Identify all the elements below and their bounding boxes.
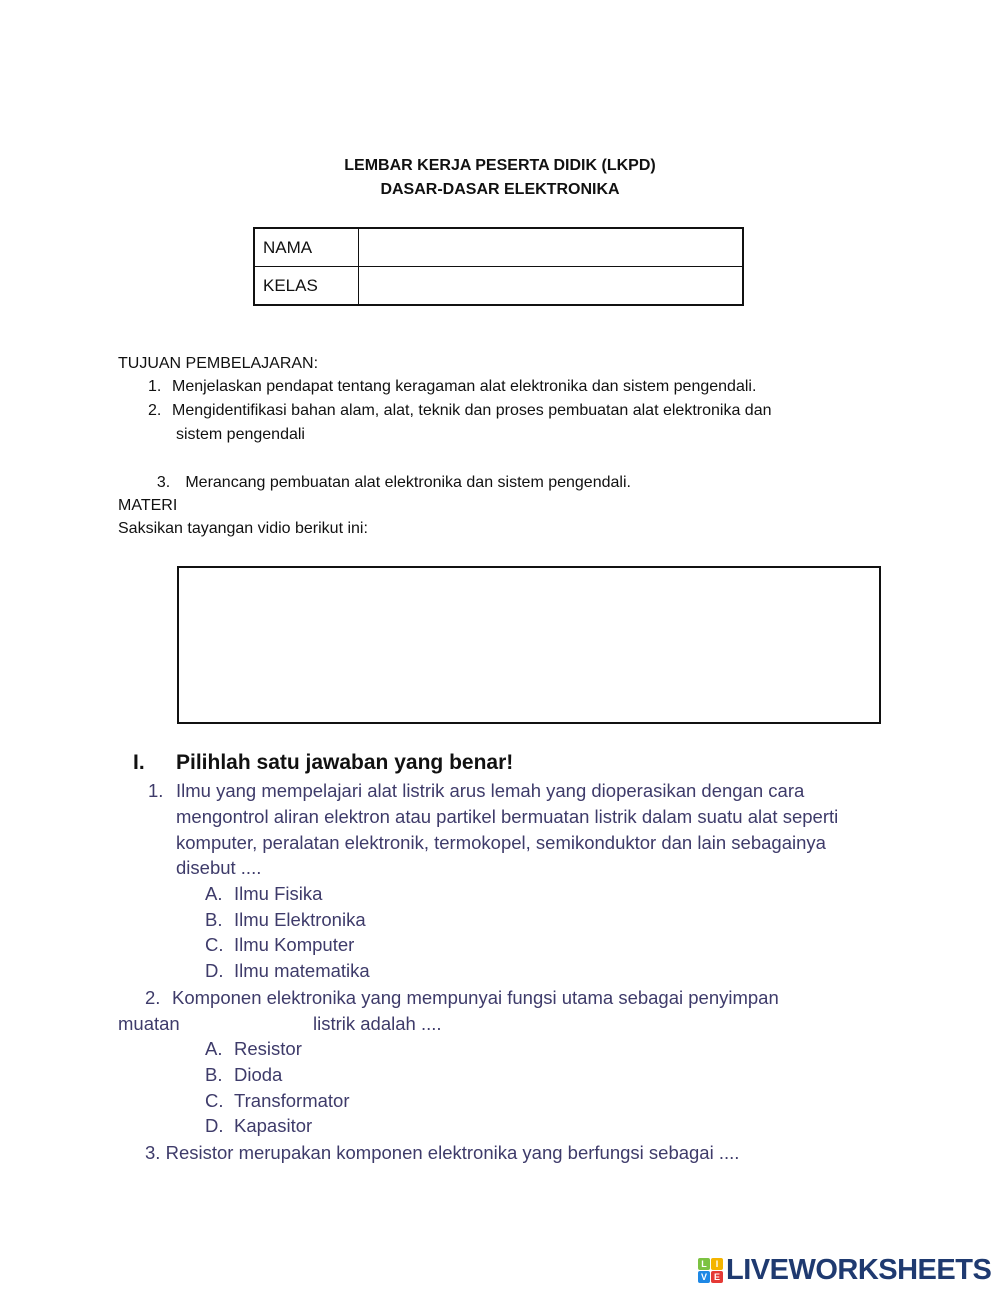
identity-row-kelas <box>254 267 743 306</box>
option-letter: B. <box>205 909 223 930</box>
option-text: Ilmu Komputer <box>234 934 355 955</box>
question-2-line1: Komponen elektronika yang mempunyai fungsi utama sebagai penyimpan <box>172 987 779 1008</box>
question-2-line2b: listrik adalah .... <box>313 1013 442 1034</box>
section-numeral: I. <box>133 751 145 774</box>
question-1-line4: disebut .... <box>176 857 262 878</box>
logo-wordmark: LIVEWORKSHEETS <box>726 1253 992 1286</box>
question-3-text: Resistor merupakan komponen elektronika yang berfungsi sebagai .... <box>165 1142 740 1163</box>
option-letter: D. <box>205 960 224 981</box>
document-title-line2: DASAR-DASAR ELEKTRONIKA <box>380 181 620 198</box>
objective-item-3 <box>148 447 631 495</box>
objective-item-2-continued: sistem pengendali <box>176 426 305 443</box>
identity-row-nama <box>254 228 743 267</box>
video-embed-box[interactable] <box>177 566 881 724</box>
logo-letter-v: V <box>698 1271 710 1283</box>
option-text: Ilmu Elektronika <box>234 909 366 930</box>
live-grid-icon <box>698 1258 723 1283</box>
objective-number: 2. <box>148 402 162 419</box>
kelas-label: KELAS <box>254 267 359 306</box>
logo-letter-i: I <box>711 1258 723 1270</box>
question-1-option-a[interactable] <box>205 881 322 907</box>
objective-text: Menjelaskan pendapat tentang keragaman alat elektronika dan sistem pengendali. <box>172 378 757 395</box>
question-2-option-c[interactable] <box>205 1088 349 1114</box>
option-text: Resistor <box>234 1038 302 1059</box>
question-2-option-a[interactable] <box>205 1036 302 1062</box>
nama-field[interactable] <box>359 228 744 267</box>
nama-label: NAMA <box>254 228 359 267</box>
question-2-number: 2. <box>145 987 161 1008</box>
option-text: Transformator <box>234 1090 350 1111</box>
objective-item-2 <box>148 399 771 423</box>
question-1-line3: komputer, peralatan elektronik, termokopel, semikonduktor dan lain sebagainya <box>176 832 826 853</box>
option-letter: C. <box>205 934 224 955</box>
option-letter: B. <box>205 1064 223 1085</box>
question-1-line2: mengontrol aliran elektron atau partikel bermuatan listrik dalam suatu alat seperti <box>176 806 839 827</box>
question-2-option-b[interactable] <box>205 1062 282 1088</box>
option-letter: A. <box>205 1038 223 1059</box>
logo-letter-e: E <box>711 1271 723 1283</box>
question-1-option-b[interactable] <box>205 907 366 933</box>
liveworksheets-logo[interactable] <box>698 1255 991 1285</box>
question-2-line2a: muatan <box>118 1013 180 1034</box>
option-letter: C. <box>205 1090 224 1111</box>
question-1-option-c[interactable] <box>205 932 354 958</box>
question-2-option-d[interactable] <box>205 1113 312 1139</box>
materi-heading: MATERI <box>118 497 178 514</box>
option-letter: D. <box>205 1115 224 1136</box>
question-3-number: 3. <box>145 1142 161 1163</box>
question-1-line1: Ilmu yang mempelajari alat listrik arus lemah yang dioperasikan dengan cara <box>176 780 805 801</box>
option-text: Dioda <box>234 1064 283 1085</box>
question-1-option-d[interactable] <box>205 958 370 984</box>
question-3 <box>145 1140 739 1166</box>
materi-instruction: Saksikan tayangan vidio berikut ini: <box>118 520 368 537</box>
question-1-number: 1. <box>148 780 164 801</box>
identity-table <box>253 227 744 306</box>
option-text: Ilmu Fisika <box>234 883 323 904</box>
option-text: Ilmu matematika <box>234 960 370 981</box>
objective-text: Merancang pembuatan alat elektronika dan sistem pengendali. <box>180 474 631 491</box>
section-heading: Pilihlah satu jawaban yang benar! <box>176 751 514 774</box>
option-text: Kapasitor <box>234 1115 313 1136</box>
objective-text: Mengidentifikasi bahan alam, alat, teknik dan proses pembuatan alat elektronika dan <box>172 402 772 419</box>
objective-item-1 <box>148 375 756 399</box>
objectives-heading: TUJUAN PEMBELAJARAN: <box>118 355 319 372</box>
objective-number: 3. <box>156 474 171 491</box>
logo-letter-l: L <box>698 1258 710 1270</box>
kelas-field[interactable] <box>359 267 744 306</box>
objective-number: 1. <box>148 378 162 395</box>
option-letter: A. <box>205 883 223 904</box>
document-title-line1: LEMBAR KERJA PESERTA DIDIK (LKPD) <box>344 157 656 174</box>
